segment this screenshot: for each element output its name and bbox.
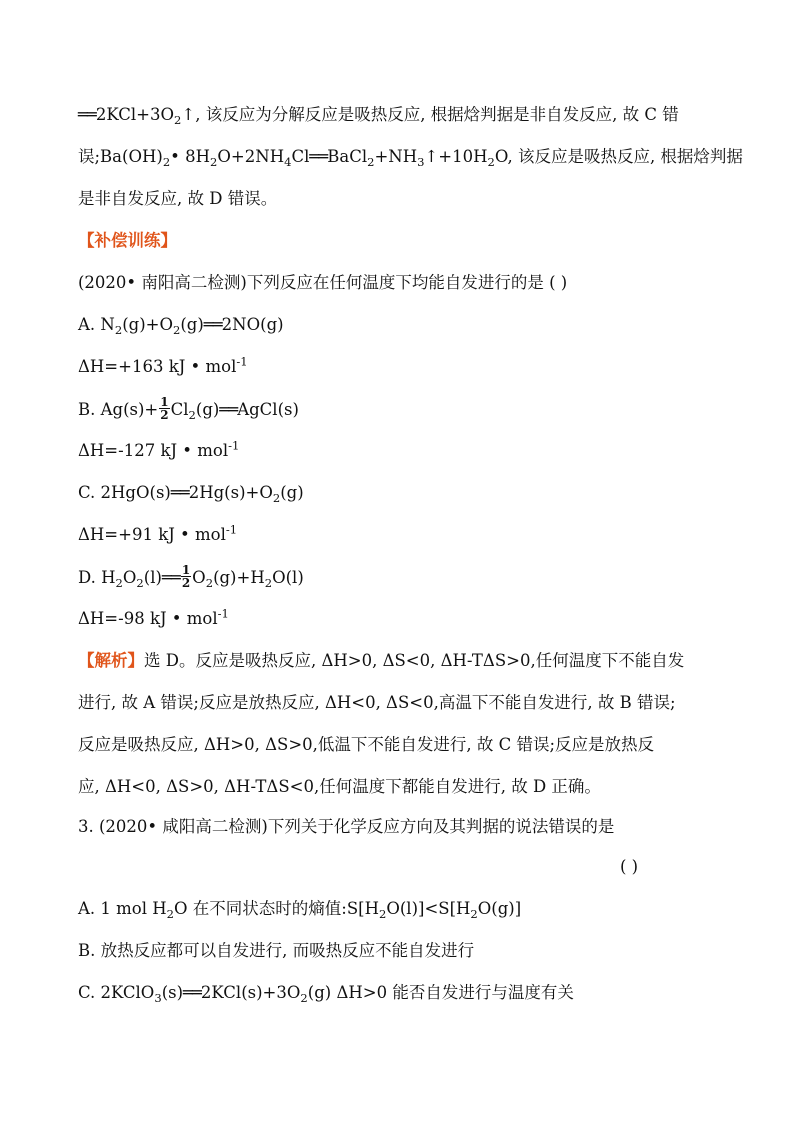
equals-sign: ══ — [170, 483, 189, 502]
option-d: D. $H_2O_2(l)══$ $\frac{1}{2}$ $O_2(g)+H_2O(l)$ — [78, 563, 304, 591]
question-stem: (2020• 南阳高二检测)下列反应在任何温度下均能自发进行的是 ( ) — [78, 273, 568, 292]
option-c: C. $2HgO(s)══2Hg(s)+O_2(g)$ — [78, 483, 304, 506]
equals-sign: ══ — [203, 315, 222, 334]
analysis-line: 应, ΔH<0, ΔS>0, ΔH-TΔS<0,任何温度下都能自发进行, 故 D 正确。 — [78, 777, 601, 796]
question-3-stem: 3. (2020• 咸阳高二检测)下列关于化学反应方向及其判据的说法错误的是 — [78, 817, 615, 836]
equals-sign: ══ — [219, 400, 238, 419]
q3-option-c: C. $2KClO_3(s)══2KCl(s)+3O_2(g)$ ΔH>0 能否自发进行与温度有关 — [78, 983, 574, 1006]
q3-option-a: A. 1 mol $H_2O$ 在不同状态时的熵值$:S[H_2O(l)]<S[H_2O(g)]$ — [78, 899, 522, 922]
option-b: B. Ag(s)+ $\frac{1}{2}$ $Cl_2(g)══AgCl(s)$ — [78, 395, 299, 423]
option-a-enthalpy: ΔH=+163 kJ • mol$^{-1}$ — [78, 354, 248, 376]
section-header-supplementary: 【补偿训练】 — [78, 231, 177, 250]
analysis-line: 反应是吸热反应, ΔH>0, ΔS>0,低温下不能自发进行, 故 C 错误;反应是放热反 — [78, 735, 655, 754]
option-d-enthalpy: ΔH=-98 kJ • mol$^{-1}$ — [78, 606, 229, 628]
text-line: 误$;Ba(OH)_2•$ $8H_2O+2NH_4Cl══BaCl_2+NH_3↑+10H_2O$, 该反应是吸热反应, 根据焓判据 — [78, 147, 743, 170]
equals-sign: ══ — [309, 147, 328, 166]
text-line: 是非自发反应, 故 D 错误。 — [78, 189, 278, 208]
analysis-line: 【解析】选 D。反应是吸热反应, ΔH>0, ΔS<0, ΔH-TΔS>0,任何温度下不能自发 — [78, 651, 685, 670]
equals-sign: ══ — [78, 105, 96, 124]
analysis-tag: 【解析】 — [78, 651, 144, 670]
q3-option-b: B. 放热反应都可以自发进行, 而吸热反应不能自发进行 — [78, 941, 475, 960]
option-a: A. $N_2(g)+O_2(g)══2NO(g)$ — [78, 315, 284, 338]
option-b-enthalpy: ΔH=-127 kJ • mol$^{-1}$ — [78, 438, 240, 460]
equals-sign: ══ — [161, 568, 180, 587]
fraction: $\frac{1}{2}$ — [160, 395, 169, 422]
option-c-enthalpy: ΔH=+91 kJ • mol$^{-1}$ — [78, 522, 238, 544]
analysis-line: 进行, 故 A 错误;反应是放热反应, ΔH<0, ΔS<0,高温下不能自发进行, 故 B 错误; — [78, 693, 676, 712]
answer-blank: ( ) — [620, 857, 639, 876]
text-line: $══2KCl+3O_2↑$, 该反应为分解反应是吸热反应, 根据焓判据是非自发反应, 故 C 错 — [78, 105, 679, 128]
fraction: $\frac{1}{2}$ — [181, 563, 191, 590]
equals-sign: ══ — [183, 983, 201, 1002]
